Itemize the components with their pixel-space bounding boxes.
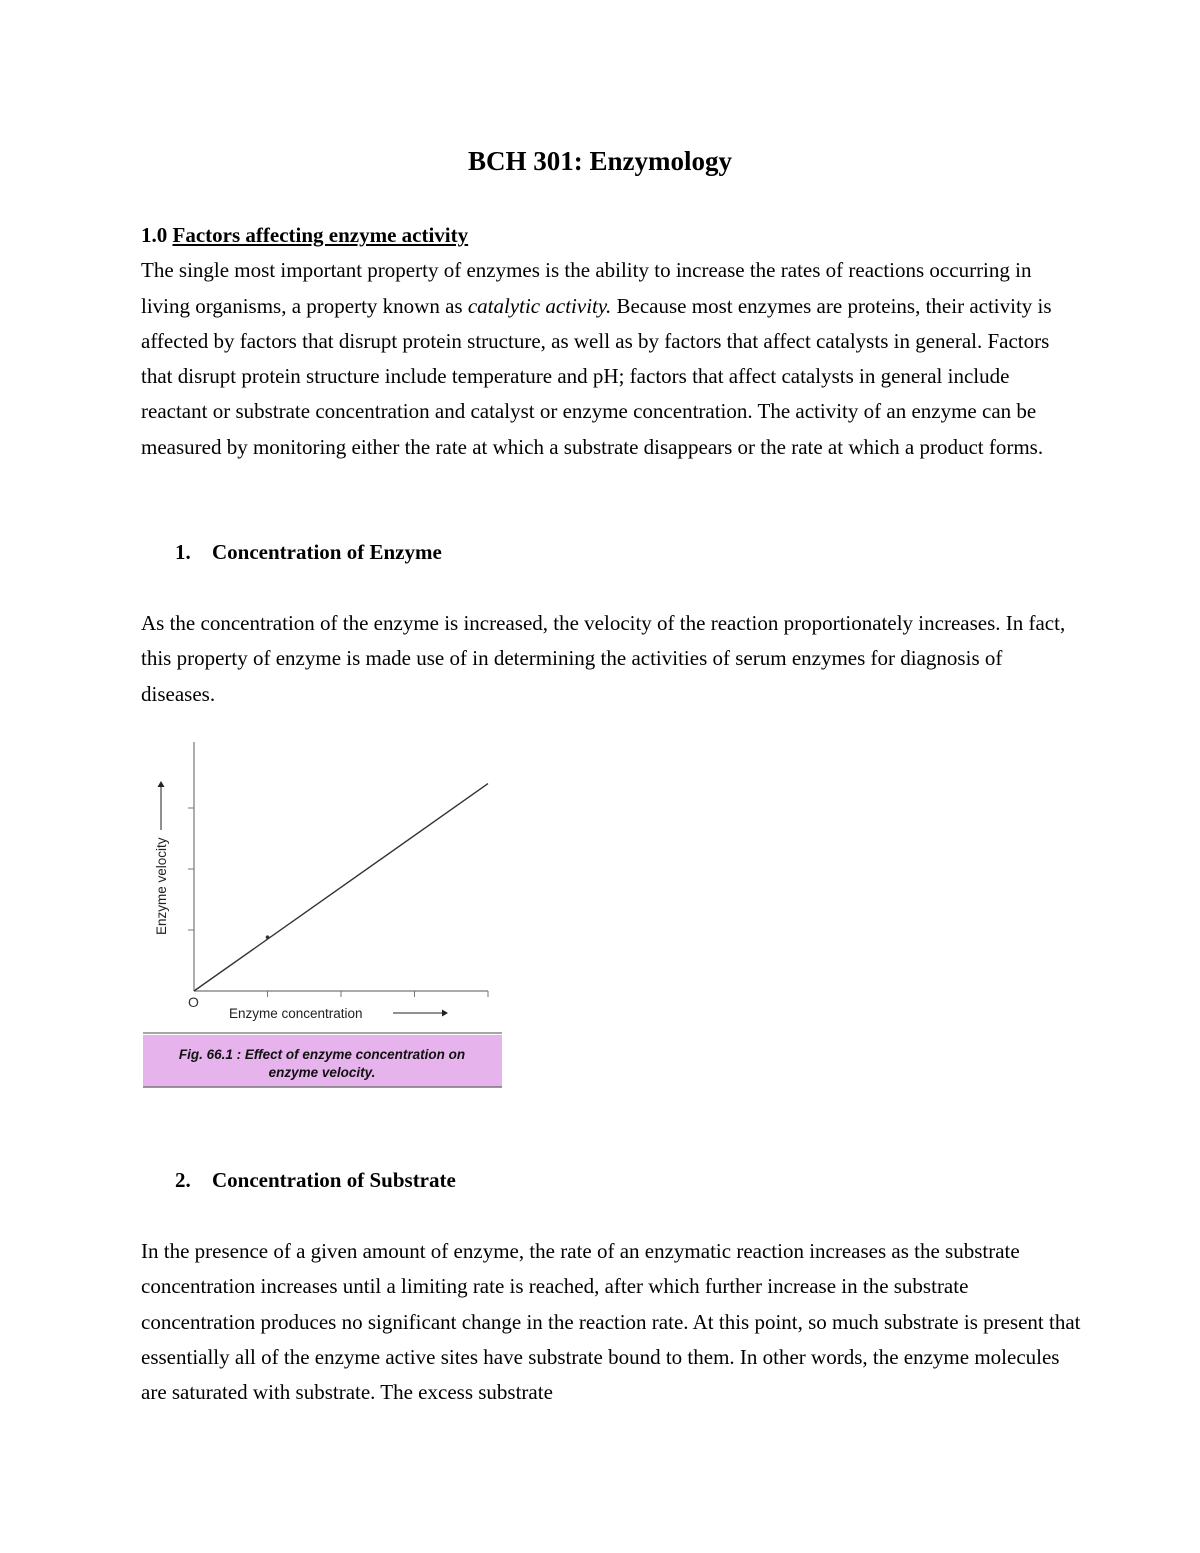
catalytic-activity-term: catalytic activity. <box>467 293 612 318</box>
series-line-velocity <box>194 784 488 991</box>
subsection-2-title: Concentration of Substrate <box>212 1168 456 1192</box>
y-axis-label: Enzyme velocity <box>154 837 169 935</box>
subsection-1-title: Concentration of Enzyme <box>212 540 442 564</box>
section-1-heading <box>141 218 1081 253</box>
figure-caption-line-2: enzyme velocity. <box>268 1065 376 1080</box>
section-1-paragraph <box>141 253 1081 465</box>
section-1-title: Factors affecting enzyme activity <box>172 223 469 247</box>
enzyme-concentration-figure <box>140 735 510 1095</box>
section-1-text-part-1: The single most important property of enzymes is the ability to increase the rates of reactions occurring in living organisms, a property known as <box>141 258 1032 318</box>
subsection-1-number: 1. <box>175 540 191 564</box>
section-1 <box>141 218 1081 465</box>
y-label-arrow-head <box>158 781 165 787</box>
page-title: BCH 301: Enzymology <box>467 146 732 176</box>
enzyme-velocity-chart <box>140 735 510 1095</box>
subsection-2-paragraph: In the presence of a given amount of enzyme, the rate of an enzymatic reaction increases as the substrate concentration increases until a limiting rate is reached, after which further increase in the substrate concentration produces no significant change in the reaction rate. At this point, so much substrate is present that essentially all of the enzyme active sites have substrate bound to them. In other words, the enzyme molecules are saturated with substrate. The excess substrate <box>141 1239 1081 1405</box>
figure-caption-line-1: Fig. 66.1 : Effect of enzyme concentration on <box>178 1047 466 1062</box>
x-label-arrow-head <box>442 1010 448 1017</box>
section-1-number: 1.0 <box>141 223 168 247</box>
section-1-text-part-2: Because most enzymes are proteins, their activity is affected by factors that disrupt protein structure, as well as by factors that affect catalysts in general. Factors that disrupt protein structure include temperature and pH; factors that affect catalysts in general include reactant or substrate concentration and catalyst or enzyme concentration. The activity of an enzyme can be measured by monitoring either the rate at which a substrate disappears or the rate at which a product forms. <box>141 293 1052 459</box>
subsection-2-number: 2. <box>175 1168 191 1192</box>
subsection-1-heading <box>175 540 442 565</box>
subsection-2-heading <box>175 1168 456 1193</box>
x-axis-label: Enzyme concentration <box>229 1006 363 1021</box>
origin-label: O <box>188 994 199 1010</box>
subsection-1-paragraph: As the concentration of the enzyme is increased, the velocity of the reaction proportionately increases. In fact, this property of enzyme is made use of in determining the activities of serum enzymes for diagnosis of diseases. <box>141 611 1066 706</box>
data-point-marker <box>266 935 270 939</box>
